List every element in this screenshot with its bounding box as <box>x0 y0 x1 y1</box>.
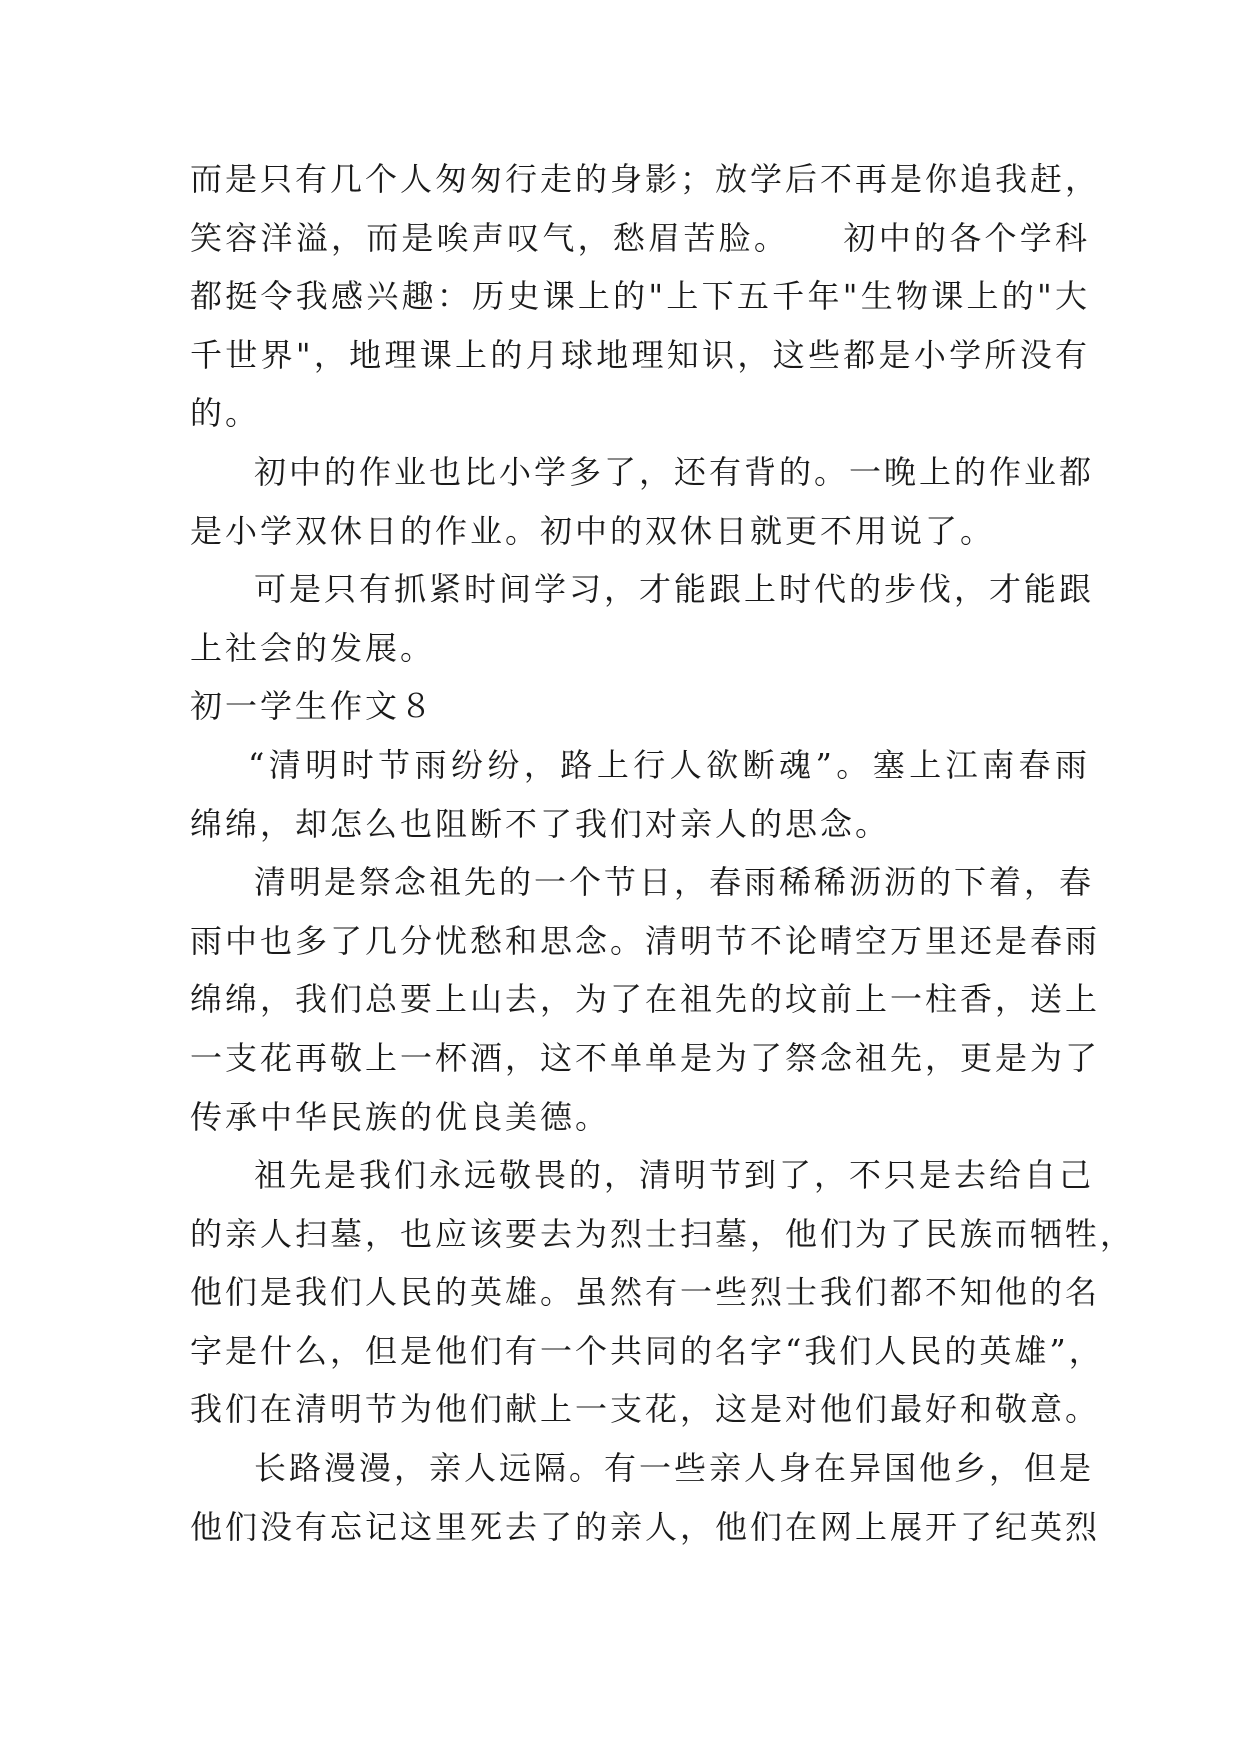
text-line: 绵绵，却怎么也阻断不了我们对亲人的思念。 <box>190 804 891 843</box>
text-line: 初中的作业也比小学多了，还有背的。一晚上的作业都 <box>254 452 1095 491</box>
text-line: 是小学双休日的作业。初中的双休日就更不用说了。 <box>190 511 996 550</box>
text-line: 可是只有抓紧时间学习，才能跟上时代的步伐，才能跟 <box>254 570 1095 609</box>
text-line: 而是只有几个人匆匆行走的身影；放学后不再是你追我赶， <box>190 160 1101 198</box>
section-heading: 初一学生作文８ <box>190 687 436 726</box>
text-line: 雨中也多了几分忧愁和思念。清明节不论晴空万里还是春雨 <box>190 921 1101 960</box>
text-line: 都挺令我感兴趣：历史课上的"上下五千年"生物课上的"大 <box>190 277 1090 316</box>
text-line: 千世界"，地理课上的月球地理知识，这些都是小学所没有 <box>190 335 1090 374</box>
text-line: 上社会的发展。 <box>190 628 436 667</box>
essay-text <box>190 150 1136 1556</box>
text-line: 他们是我们人民的英雄。虽然有一些烈士我们都不知他的名 <box>190 1273 1101 1312</box>
text-line: 的亲人扫墓，也应该要去为烈士扫墓，他们为了民族而牺牲， <box>190 1214 1136 1253</box>
text-line: 字是什么，但是他们有一个共同的名字“我们人民的英雄”， <box>190 1331 1104 1370</box>
text-line: 清明是祭念祖先的一个节日，春雨稀稀沥沥的下着，春 <box>254 863 1095 902</box>
text-line: 绵绵，我们总要上山去，为了在祖先的坟前上一柱香，送上 <box>190 980 1101 1019</box>
text-line: 一支花再敬上一杯酒，这不单单是为了祭念祖先，更是为了 <box>190 1038 1101 1077</box>
text-line: 祖先是我们永远敬畏的，清明节到了，不只是去给自己 <box>254 1156 1095 1195</box>
text-line: 他们没有忘记这里死去了的亲人，他们在网上展开了纪英烈 <box>190 1507 1101 1546</box>
text-line: 我们在清明节为他们献上一支花，这是对他们最好和敬意。 <box>190 1390 1101 1429</box>
text-line: 传承中华民族的优良美德。 <box>190 1097 611 1136</box>
text-line: “清明时节雨纷纷，路上行人欲断魂”。塞上江南春雨 <box>248 745 1090 784</box>
text-line: 笑容洋溢，而是唉声叹气，愁眉苦脸。 初中的各个学科 <box>190 218 1090 257</box>
text-line: 的。 <box>190 394 261 433</box>
text-line: 长路漫漫，亲人远隔。有一些亲人身在异国他乡，但是 <box>254 1449 1095 1488</box>
